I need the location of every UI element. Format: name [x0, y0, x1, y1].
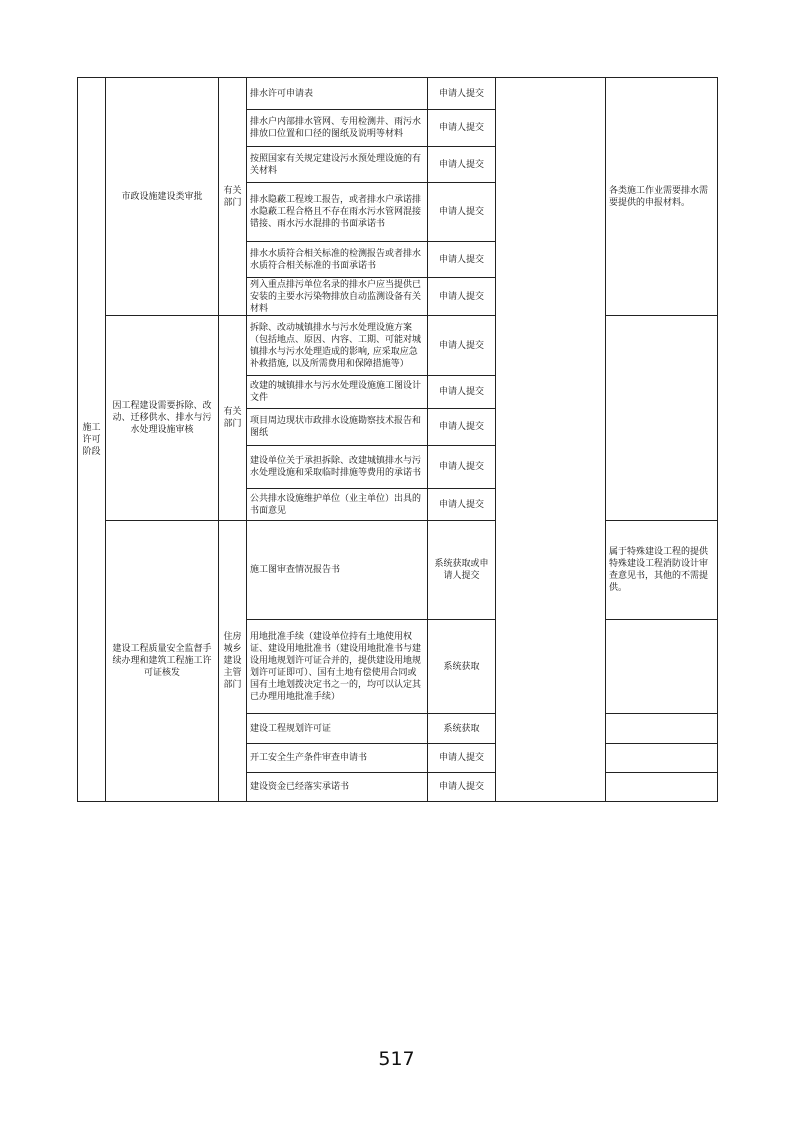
note-cell	[606, 714, 718, 744]
source-cell: 申请人提交	[428, 110, 496, 147]
material-cell: 拆除、改动城镇排水与污水处理设施方案（包括地点、原因、内容、工期、可能对城镇排水与污水处理造成的影响, 应采取应急补救措施, 以及所需费用和保障措施等）	[247, 316, 428, 376]
material-cell: 排水水质符合相关标准的检测报告或者排水水质符合相关标准的书面承诺书	[247, 242, 428, 278]
material-cell: 排水许可申请表	[247, 78, 428, 110]
note-cell: 属于特殊建设工程的提供特殊建设工程消防设计审查意见书，其他的不需提供。	[606, 521, 718, 620]
material-cell: 按照国家有关规定建设污水预处理设施的有关材料	[247, 147, 428, 183]
material-cell: 建设单位关于承担拆除、改建城镇排水与污水处理设施和采取临时排施等费用的承诺书	[247, 446, 428, 489]
materials-table	[77, 77, 718, 802]
table-row	[78, 316, 718, 376]
table-row	[78, 521, 718, 620]
empty-column-cell	[496, 78, 606, 802]
phase-cell: 施工许可阶段	[78, 78, 106, 802]
material-cell: 项目周边现状市政排水设施勘察技术报告和图纸	[247, 409, 428, 446]
dept-cell: 有关部门	[219, 316, 247, 521]
dept-cell: 有关部门	[219, 78, 247, 316]
note-cell	[606, 773, 718, 802]
material-cell: 开工安全生产条件审查申请书	[247, 744, 428, 773]
source-cell: 申请人提交	[428, 489, 496, 521]
source-cell: 申请人提交	[428, 78, 496, 110]
source-cell: 申请人提交	[428, 278, 496, 316]
dept-cell: 住房城乡建设主管部门	[219, 521, 247, 802]
material-cell: 建设工程规划许可证	[247, 714, 428, 744]
item-cell: 市政设施建设类审批	[106, 78, 219, 316]
source-cell: 申请人提交	[428, 147, 496, 183]
material-cell: 排水户内部排水管网、专用检测井、雨污水排放口位置和口径的图纸及说明等材料	[247, 110, 428, 147]
material-cell: 列入重点排污单位名录的排水户应当提供已安装的主要水污染物排放自动监测设备有关材料	[247, 278, 428, 316]
source-cell: 申请人提交	[428, 376, 496, 409]
page-number: 517	[378, 1048, 415, 1070]
source-cell: 申请人提交	[428, 316, 496, 376]
source-cell: 申请人提交	[428, 744, 496, 773]
item-cell: 建设工程质量安全监督手续办理和建筑工程施工许可证核发	[106, 521, 219, 802]
note-cell: 各类施工作业需要排水需要提供的申报材料。	[606, 78, 718, 316]
source-cell: 申请人提交	[428, 773, 496, 802]
source-cell: 系统获取	[428, 714, 496, 744]
material-cell: 公共排水设施维护单位（业主单位）出具的书面意见	[247, 489, 428, 521]
material-cell: 建设资金已经落实承诺书	[247, 773, 428, 802]
material-cell: 施工图审查情况报告书	[247, 521, 428, 620]
item-cell: 因工程建设需要拆除、改动、迁移供水、排水与污水处理设施审核	[106, 316, 219, 521]
source-cell: 申请人提交	[428, 446, 496, 489]
material-cell: 用地批准手续（建设单位持有土地使用权证、建设用地批准书（建设用地批准书与建设用地规划许可证合并的，提供建设用地规划许可证即可）、国有土地有偿使用合同或国有土地划拨决定书之一的，均可以认定其已办理用地批准手续）	[247, 620, 428, 714]
source-cell: 系统获取	[428, 620, 496, 714]
note-cell	[606, 316, 718, 521]
material-cell: 排水隐蔽工程竣工报告，或者排水户承诺排水隐蔽工程合格且不存在雨水污水管网混接错接、雨水污水混排的书面承诺书	[247, 183, 428, 242]
source-cell: 系统获取或申请人提交	[428, 521, 496, 620]
table-row	[78, 78, 718, 110]
source-cell: 申请人提交	[428, 242, 496, 278]
note-cell	[606, 744, 718, 773]
source-cell: 申请人提交	[428, 409, 496, 446]
note-cell	[606, 620, 718, 714]
material-cell: 改建的城镇排水与污水处理设施施工图设计文件	[247, 376, 428, 409]
source-cell: 申请人提交	[428, 183, 496, 242]
